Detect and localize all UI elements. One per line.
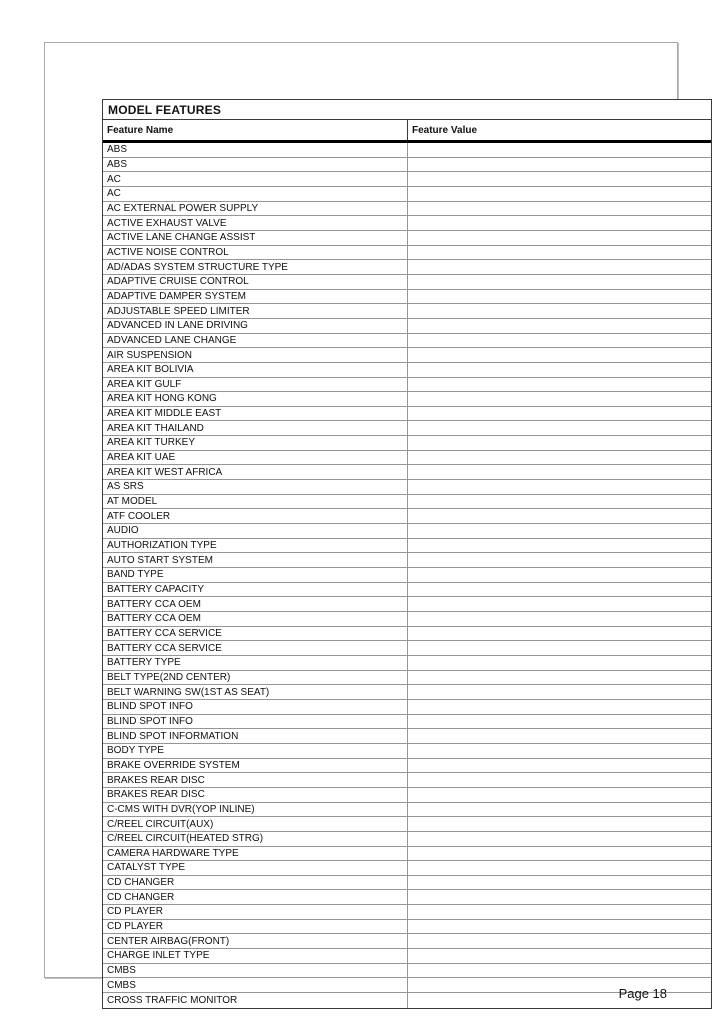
table-row bbox=[103, 231, 711, 246]
table-row bbox=[103, 583, 711, 598]
feature-name-cell: C/REEL CIRCUIT(AUX) bbox=[103, 817, 408, 831]
feature-name-cell: ADAPTIVE CRUISE CONTROL bbox=[103, 275, 408, 289]
table-row bbox=[103, 847, 711, 862]
feature-value-cell bbox=[408, 627, 711, 641]
feature-name-cell: AD/ADAS SYSTEM STRUCTURE TYPE bbox=[103, 260, 408, 274]
feature-value-cell bbox=[408, 334, 711, 348]
table-row bbox=[103, 553, 711, 568]
feature-value-cell bbox=[408, 568, 711, 582]
table-row bbox=[103, 334, 711, 349]
feature-name-cell: BLIND SPOT INFO bbox=[103, 700, 408, 714]
table-row bbox=[103, 421, 711, 436]
table-row bbox=[103, 744, 711, 759]
column-header-feature-value: Feature Value bbox=[412, 124, 478, 136]
table-row bbox=[103, 773, 711, 788]
feature-name-cell: BRAKE OVERRIDE SYSTEM bbox=[103, 759, 408, 773]
table-row bbox=[103, 392, 711, 407]
feature-value-cell bbox=[408, 685, 711, 699]
page-number: Page 18 bbox=[618, 986, 667, 1001]
feature-name-cell: AC EXTERNAL POWER SUPPLY bbox=[103, 202, 408, 216]
table-row bbox=[103, 290, 711, 305]
table-row bbox=[103, 759, 711, 774]
table-row bbox=[103, 480, 711, 495]
feature-name-cell: CENTER AIRBAG(FRONT) bbox=[103, 934, 408, 948]
table-row bbox=[103, 612, 711, 627]
feature-value-cell bbox=[408, 934, 711, 948]
feature-value-cell bbox=[408, 949, 711, 963]
table-row bbox=[103, 143, 711, 158]
table-row bbox=[103, 641, 711, 656]
table-row bbox=[103, 363, 711, 378]
feature-value-cell bbox=[408, 832, 711, 846]
table-row bbox=[103, 700, 711, 715]
feature-value-cell bbox=[408, 715, 711, 729]
feature-value-cell bbox=[408, 671, 711, 685]
feature-name-cell: BRAKES REAR DISC bbox=[103, 788, 408, 802]
feature-name-cell: ADVANCED IN LANE DRIVING bbox=[103, 319, 408, 333]
table-row bbox=[103, 832, 711, 847]
feature-value-cell bbox=[408, 260, 711, 274]
feature-name-cell: BATTERY CCA SERVICE bbox=[103, 641, 408, 655]
table-row bbox=[103, 378, 711, 393]
feature-value-cell bbox=[408, 465, 711, 479]
table-row bbox=[103, 436, 711, 451]
feature-value-cell bbox=[408, 407, 711, 421]
feature-value-cell bbox=[408, 231, 711, 245]
table-row bbox=[103, 246, 711, 261]
feature-value-cell bbox=[408, 964, 711, 978]
feature-name-cell: CD CHANGER bbox=[103, 876, 408, 890]
table-row bbox=[103, 729, 711, 744]
feature-name-cell: CROSS TRAFFIC MONITOR bbox=[103, 993, 408, 1008]
feature-name-cell: BATTERY CAPACITY bbox=[103, 583, 408, 597]
feature-value-cell bbox=[408, 275, 711, 289]
table-row bbox=[103, 890, 711, 905]
feature-name-cell: ADVANCED LANE CHANGE bbox=[103, 334, 408, 348]
feature-value-cell bbox=[408, 773, 711, 787]
feature-name-cell: ACTIVE EXHAUST VALVE bbox=[103, 216, 408, 230]
feature-name-cell: AREA KIT BOLIVIA bbox=[103, 363, 408, 377]
table-row bbox=[103, 597, 711, 612]
feature-name-cell: AREA KIT UAE bbox=[103, 451, 408, 465]
table-row bbox=[103, 539, 711, 554]
feature-name-cell: BELT TYPE(2ND CENTER) bbox=[103, 671, 408, 685]
feature-name-cell: BATTERY CCA SERVICE bbox=[103, 627, 408, 641]
table-row bbox=[103, 656, 711, 671]
feature-name-cell: BLIND SPOT INFORMATION bbox=[103, 729, 408, 743]
table-row bbox=[103, 803, 711, 818]
feature-name-cell: CAMERA HARDWARE TYPE bbox=[103, 847, 408, 861]
feature-value-cell bbox=[408, 847, 711, 861]
feature-name-cell: ATF COOLER bbox=[103, 509, 408, 523]
feature-value-cell bbox=[408, 890, 711, 904]
feature-name-cell: AREA KIT WEST AFRICA bbox=[103, 465, 408, 479]
feature-value-cell bbox=[408, 656, 711, 670]
feature-name-cell: BAND TYPE bbox=[103, 568, 408, 582]
feature-name-cell: BRAKES REAR DISC bbox=[103, 773, 408, 787]
column-header-feature-name: Feature Name bbox=[103, 120, 408, 140]
feature-value-cell bbox=[408, 817, 711, 831]
feature-value-cell bbox=[408, 861, 711, 875]
table-row bbox=[103, 407, 711, 422]
feature-name-cell: CHARGE INLET TYPE bbox=[103, 949, 408, 963]
table-row bbox=[103, 202, 711, 217]
feature-name-cell: AUTHORIZATION TYPE bbox=[103, 539, 408, 553]
feature-value-cell bbox=[408, 172, 711, 186]
feature-name-cell: CMBS bbox=[103, 964, 408, 978]
table-row bbox=[103, 568, 711, 583]
feature-name-cell: BLIND SPOT INFO bbox=[103, 715, 408, 729]
feature-name-cell: CD CHANGER bbox=[103, 890, 408, 904]
feature-value-cell bbox=[408, 480, 711, 494]
feature-value-cell bbox=[408, 158, 711, 172]
table-row bbox=[103, 817, 711, 832]
table-body bbox=[103, 143, 711, 1008]
table-row bbox=[103, 949, 711, 964]
table-row bbox=[103, 348, 711, 363]
feature-value-cell bbox=[408, 729, 711, 743]
feature-value-cell bbox=[408, 392, 711, 406]
feature-name-cell: C/REEL CIRCUIT(HEATED STRG) bbox=[103, 832, 408, 846]
feature-value-cell bbox=[408, 700, 711, 714]
feature-value-cell bbox=[408, 246, 711, 260]
feature-name-cell: AREA KIT THAILAND bbox=[103, 421, 408, 435]
table-row bbox=[103, 685, 711, 700]
feature-value-cell bbox=[408, 597, 711, 611]
feature-name-cell: AIR SUSPENSION bbox=[103, 348, 408, 362]
feature-value-cell bbox=[408, 920, 711, 934]
table-row bbox=[103, 304, 711, 319]
feature-value-cell bbox=[408, 436, 711, 450]
feature-value-cell bbox=[408, 803, 711, 817]
feature-value-cell bbox=[408, 290, 711, 304]
table-row bbox=[103, 934, 711, 949]
feature-value-cell bbox=[408, 304, 711, 318]
feature-name-cell: AREA KIT MIDDLE EAST bbox=[103, 407, 408, 421]
table-row bbox=[103, 451, 711, 466]
feature-name-cell: CD PLAYER bbox=[103, 920, 408, 934]
table-row bbox=[103, 509, 711, 524]
feature-name-cell: C-CMS WITH DVR(YOP INLINE) bbox=[103, 803, 408, 817]
table-row bbox=[103, 627, 711, 642]
table-row bbox=[103, 964, 711, 979]
feature-name-cell: AREA KIT HONG KONG bbox=[103, 392, 408, 406]
feature-name-cell: ACTIVE LANE CHANGE ASSIST bbox=[103, 231, 408, 245]
table-row bbox=[103, 495, 711, 510]
feature-value-cell bbox=[408, 539, 711, 553]
feature-value-cell bbox=[408, 905, 711, 919]
feature-value-cell bbox=[408, 421, 711, 435]
feature-name-cell: ACTIVE NOISE CONTROL bbox=[103, 246, 408, 260]
feature-value-cell bbox=[408, 641, 711, 655]
table-row bbox=[103, 715, 711, 730]
feature-value-cell bbox=[408, 451, 711, 465]
feature-name-cell: BATTERY TYPE bbox=[103, 656, 408, 670]
feature-name-cell: ADAPTIVE DAMPER SYSTEM bbox=[103, 290, 408, 304]
table-row bbox=[103, 172, 711, 187]
table-row bbox=[103, 216, 711, 231]
table-row bbox=[103, 861, 711, 876]
table-row bbox=[103, 260, 711, 275]
table-title: MODEL FEATURES bbox=[103, 100, 711, 120]
feature-name-cell: BATTERY CCA OEM bbox=[103, 612, 408, 626]
feature-name-cell: AS SRS bbox=[103, 480, 408, 494]
feature-value-cell bbox=[408, 788, 711, 802]
feature-name-cell: AC bbox=[103, 172, 408, 186]
table-row bbox=[103, 158, 711, 173]
feature-name-cell: AREA KIT GULF bbox=[103, 378, 408, 392]
table-row bbox=[103, 465, 711, 480]
feature-value-cell bbox=[408, 348, 711, 362]
table-row bbox=[103, 319, 711, 334]
table-row bbox=[103, 920, 711, 935]
table-row bbox=[103, 876, 711, 891]
feature-value-cell bbox=[408, 524, 711, 538]
feature-name-cell: AUDIO bbox=[103, 524, 408, 538]
feature-name-cell: BODY TYPE bbox=[103, 744, 408, 758]
feature-value-cell bbox=[408, 553, 711, 567]
feature-name-cell: ABS bbox=[103, 158, 408, 172]
feature-name-cell: CD PLAYER bbox=[103, 905, 408, 919]
feature-value-cell bbox=[408, 202, 711, 216]
feature-value-cell bbox=[408, 143, 711, 157]
model-features-table bbox=[102, 99, 712, 1009]
feature-value-cell bbox=[408, 583, 711, 597]
feature-value-cell bbox=[408, 216, 711, 230]
feature-name-cell: AC bbox=[103, 187, 408, 201]
table-row bbox=[103, 275, 711, 290]
feature-name-cell: AUTO START SYSTEM bbox=[103, 553, 408, 567]
table-row bbox=[103, 671, 711, 686]
feature-name-cell: ADJUSTABLE SPEED LIMITER bbox=[103, 304, 408, 318]
table-header-row bbox=[103, 120, 711, 143]
feature-name-cell: BELT WARNING SW(1ST AS SEAT) bbox=[103, 685, 408, 699]
table-row bbox=[103, 524, 711, 539]
feature-value-cell bbox=[408, 612, 711, 626]
feature-value-cell bbox=[408, 495, 711, 509]
feature-name-cell: AT MODEL bbox=[103, 495, 408, 509]
feature-value-cell bbox=[408, 378, 711, 392]
feature-name-cell: ABS bbox=[103, 143, 408, 157]
feature-name-cell: CMBS bbox=[103, 978, 408, 992]
feature-value-cell bbox=[408, 319, 711, 333]
feature-name-cell: CATALYST TYPE bbox=[103, 861, 408, 875]
feature-value-cell bbox=[408, 187, 711, 201]
feature-name-cell: AREA KIT TURKEY bbox=[103, 436, 408, 450]
feature-value-cell bbox=[408, 363, 711, 377]
feature-value-cell bbox=[408, 509, 711, 523]
feature-value-cell bbox=[408, 759, 711, 773]
table-row bbox=[103, 905, 711, 920]
table-row bbox=[103, 187, 711, 202]
table-row bbox=[103, 788, 711, 803]
feature-name-cell: BATTERY CCA OEM bbox=[103, 597, 408, 611]
feature-value-cell bbox=[408, 876, 711, 890]
feature-value-cell bbox=[408, 744, 711, 758]
